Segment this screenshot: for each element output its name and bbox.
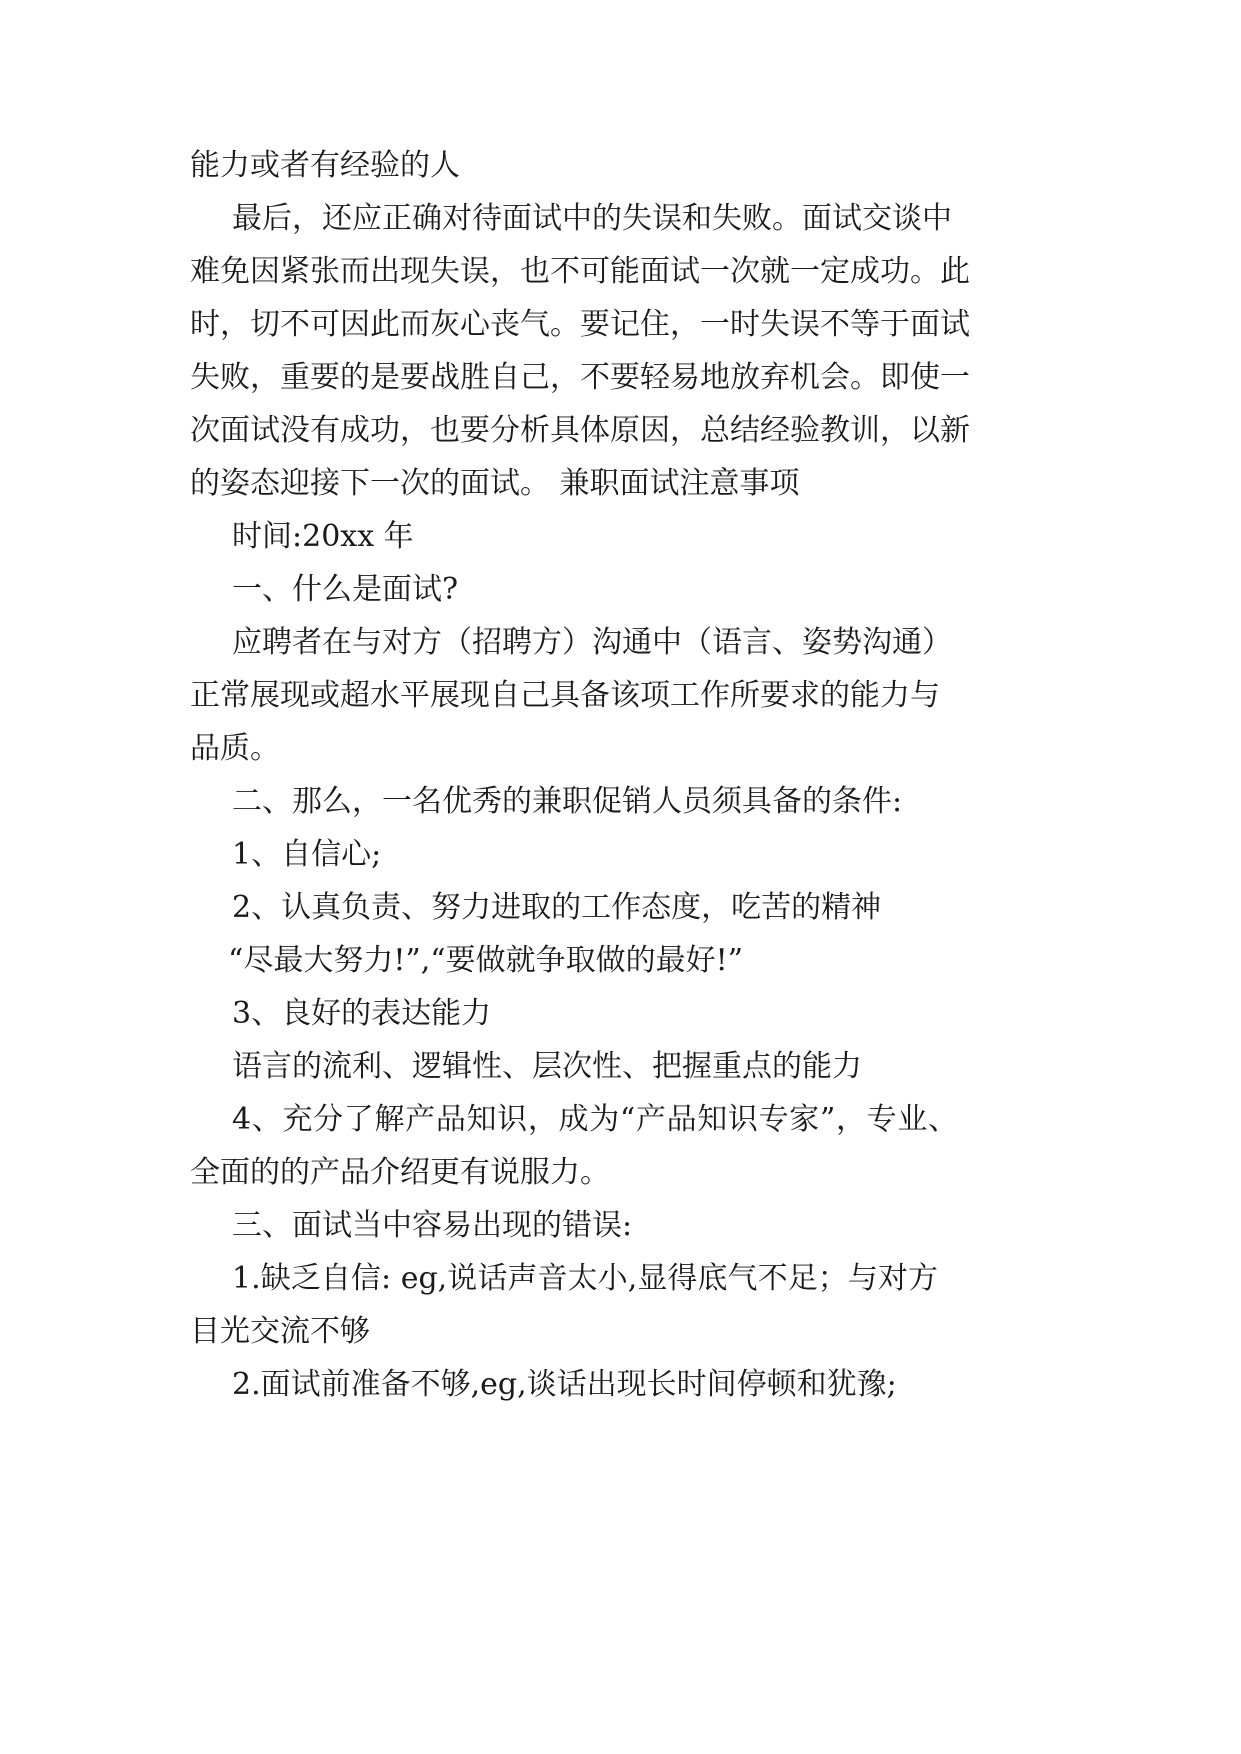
text-line: 一、什么是面试? [232,572,459,607]
text-line: 次面试没有成功，也要分析具体原因，总结经验教训，以新 [190,413,970,448]
text-line: 时，切不可因此而灰心丧气。要记住，一时失误不等于面试 [190,307,970,342]
text-line: 应聘者在与对方（招聘方）沟通中（语言、姿势沟通） [232,625,952,660]
text-line: “尽最大努力!”,“要做就争取做的最好!” [228,943,743,978]
text-line: 品质。 [190,731,280,766]
text-line: 时间:20xx 年 [232,519,414,554]
text-line: 3、良好的表达能力 [232,996,492,1031]
text-line: 2.面试前准备不够,eg,谈话出现长时间停顿和犹豫; [232,1367,897,1402]
text-line: 二、那么，一名优秀的兼职促销人员须具备的条件: [232,784,903,819]
text-line: 能力或者有经验的人 [190,148,460,183]
text-line: 正常展现或超水平展现自己具备该项工作所要求的能力与 [190,678,940,713]
text-line: 目光交流不够 [190,1314,370,1349]
text-line: 的姿态迎接下一次的面试。 兼职面试注意事项 [190,466,800,501]
text-line: 语言的流利、逻辑性、层次性、把握重点的能力 [232,1049,862,1084]
text-line: 4、充分了解产品知识，成为“产品知识专家”，专业、 [232,1102,958,1137]
text-line: 1.缺乏自信: eg,说话声音太小,显得底气不足；与对方 [232,1261,938,1296]
text-line: 2、认真负责、努力进取的工作态度，吃苦的精神 [232,890,882,925]
text-line: 1、自信心; [232,837,382,872]
text-line: 三、面试当中容易出现的错误: [232,1208,633,1243]
text-line: 全面的的产品介绍更有说服力。 [190,1155,610,1190]
text-line: 失败，重要的是要战胜自己，不要轻易地放弃机会。即使一 [190,360,970,395]
text-line: 难免因紧张而出现失误，也不可能面试一次就一定成功。此 [190,254,970,289]
text-line: 最后，还应正确对待面试中的失误和失败。面试交谈中 [232,201,952,236]
